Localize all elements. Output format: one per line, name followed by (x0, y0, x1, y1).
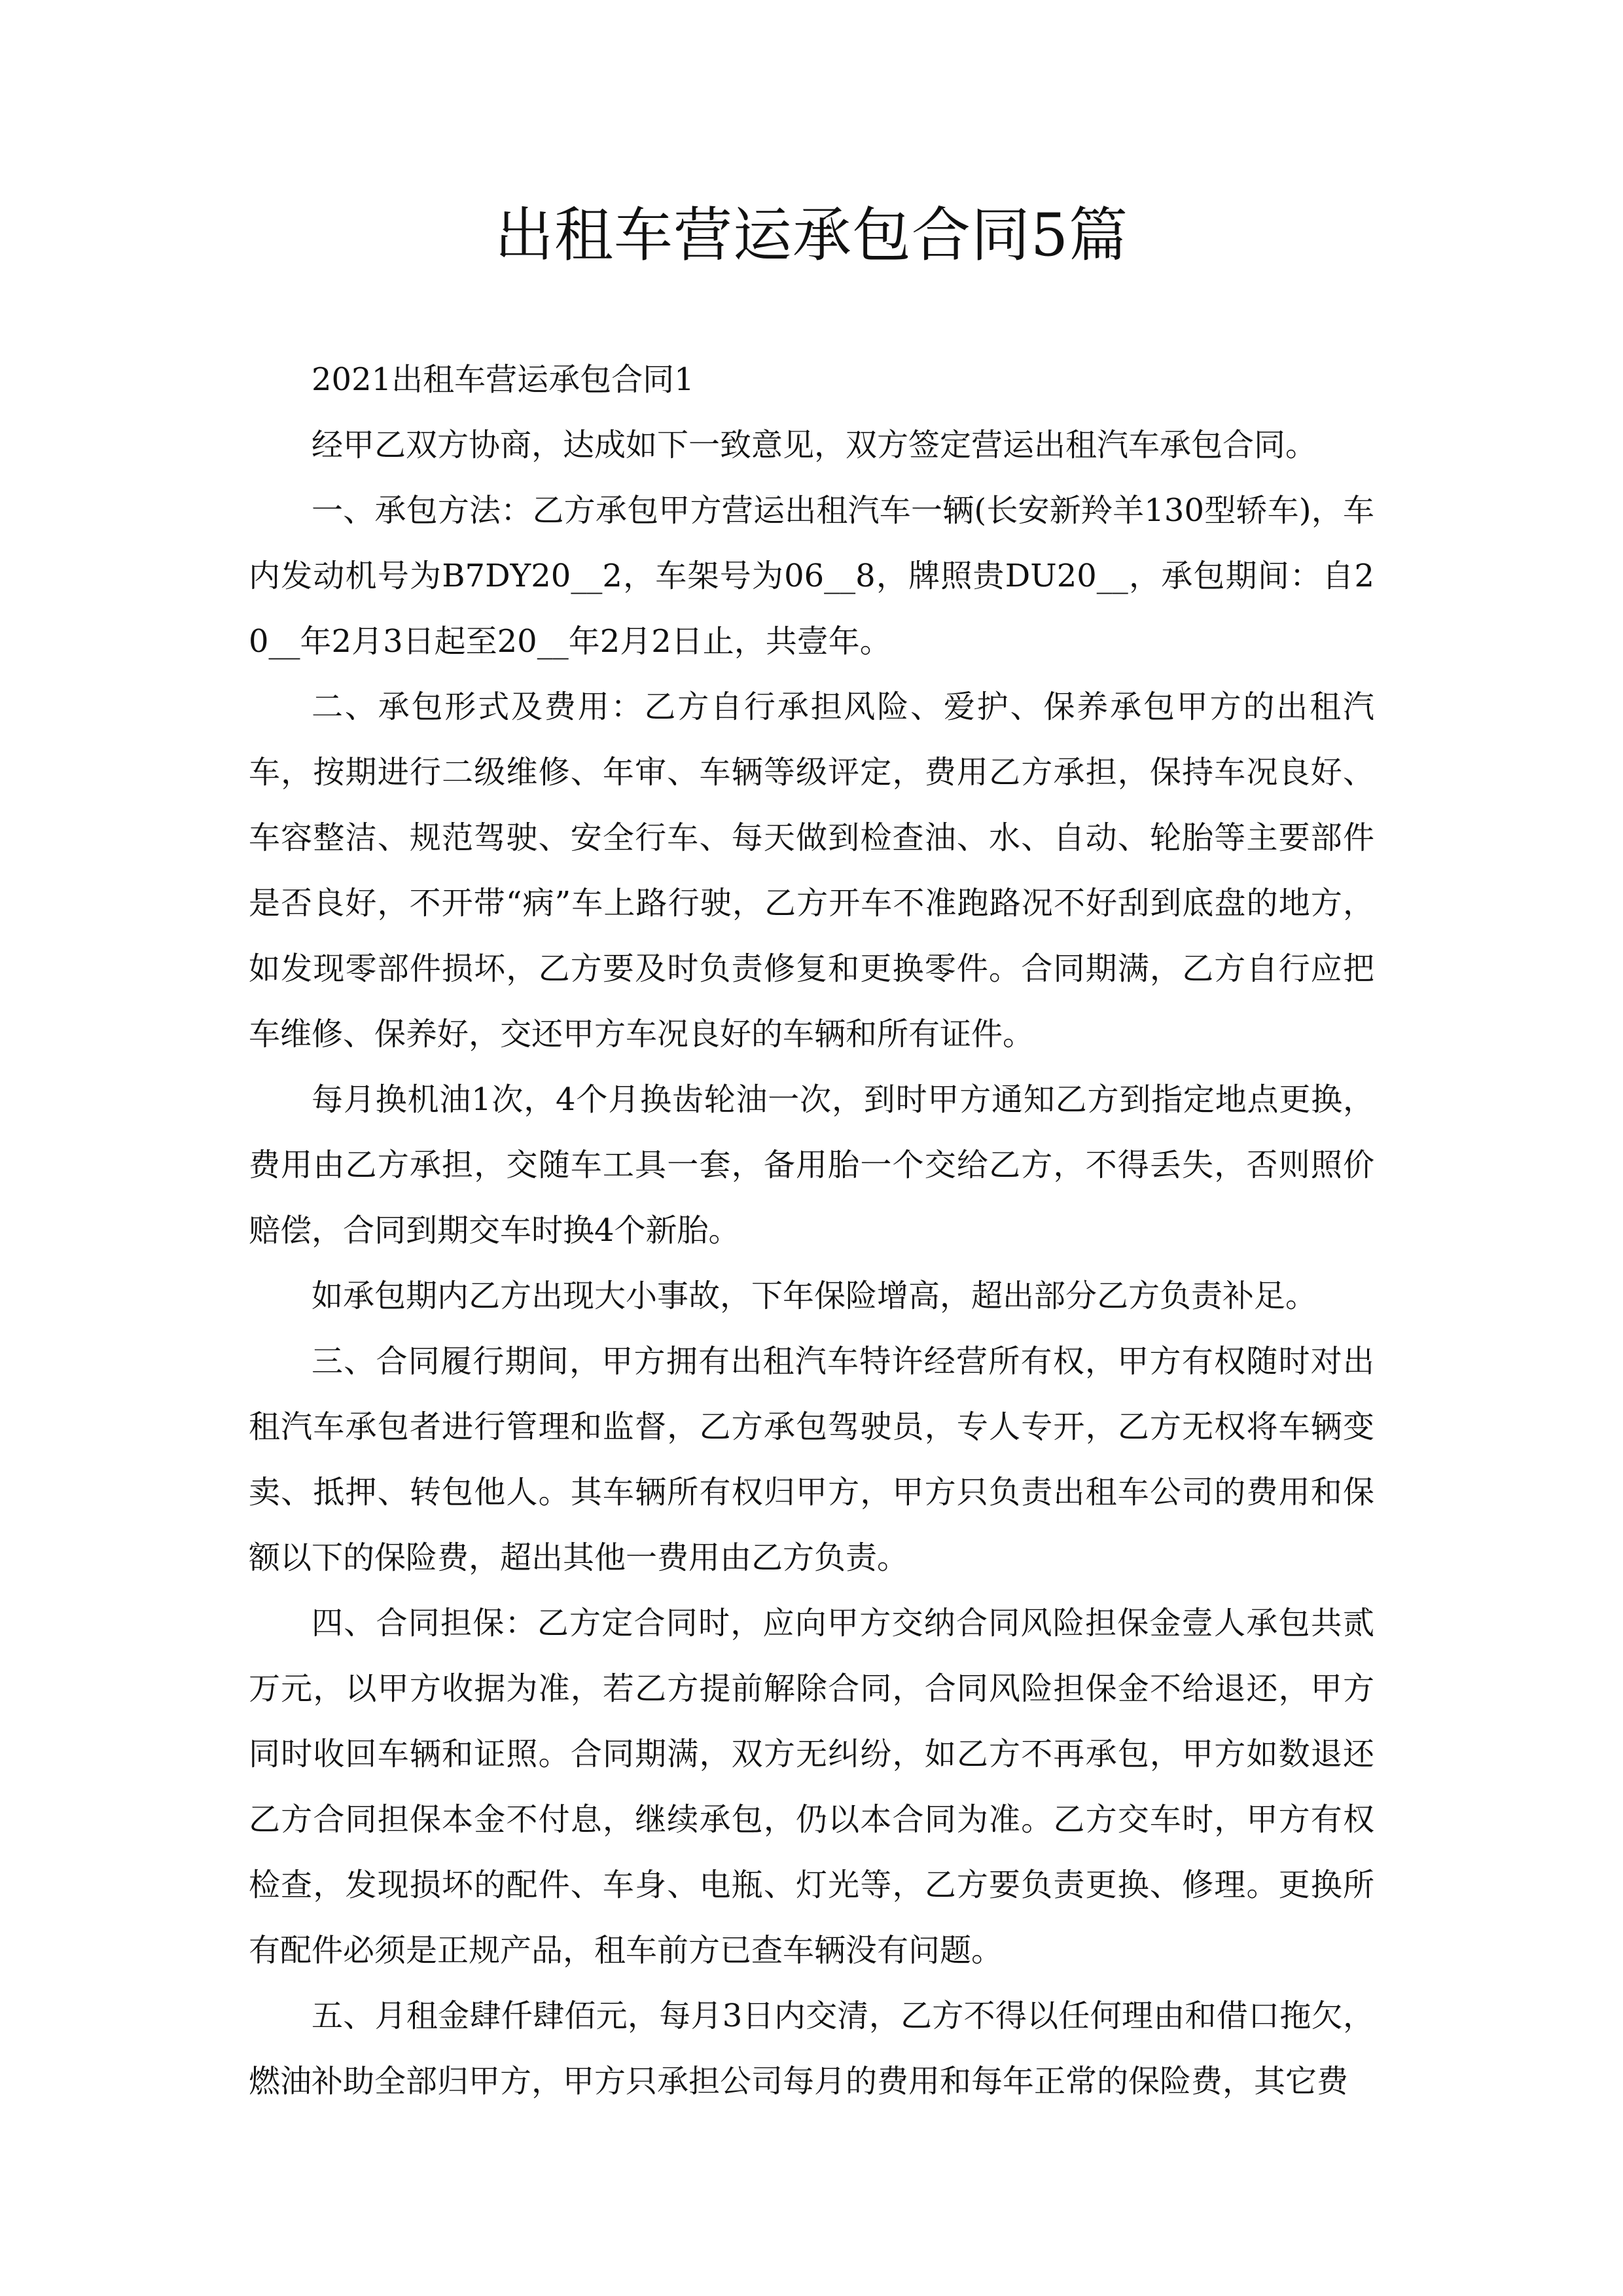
paragraph-accident: 如承包期内乙方出现大小事故，下年保险增高，超出部分乙方负责补足。 (312, 1278, 1317, 1314)
paragraph-maintenance: 每月换机油1次，4个月换齿轮油一次，到时甲方通知乙方到指定地点更换，费用由乙方承担，交随车工具一套，备用胎一个交给乙方，不得丢失，否则照价赔偿，合同到期交车时换4个新胎。 (249, 1081, 1374, 1249)
document-title: 出租车营运承包合同5篇 (494, 201, 1129, 270)
paragraph-clause-4: 四、合同担保：乙方定合同时，应向甲方交纳合同风险担保金壹人承包共贰万元，以甲方收据为准，若乙方提前解除合同，合同风险担保金不给退还，甲方同时收回车辆和证照。合同期满，双方无纠纷，如乙方不再承包，甲方如数退还乙方合同担保本金不付息，继续承包，仍以本合同为准。乙方交车时，甲方有权检查，发现损坏的配件、车身、电瓶、灯光等，乙方要负责更换、修理。更换所有配件必须是正规产品，租车前方已查车辆没有问题。 (249, 1605, 1374, 1969)
paragraph-clause-3: 三、合同履行期间，甲方拥有出租汽车特许经营所有权，甲方有权随时对出租汽车承包者进行管理和监督，乙方承包驾驶员，专人专开，乙方无权将车辆变卖、抵押、转包他人。其车辆所有权归甲方，甲方只负责出租车公司的费用和保额以下的保险费，超出其他一费用由乙方负责。 (249, 1343, 1374, 1576)
paragraph-clause-2: 二、承包形式及费用：乙方自行承担风险、爱护、保养承包甲方的出租汽车，按期进行二级维修、年审、车辆等级评定，费用乙方承担，保持车况良好、车容整洁、规范驾驶、安全行车、每天做到检查油、水、自动、轮胎等主要部件是否良好，不开带“病”车上路行驶，乙方开车不准跑路况不好刮到底盘的地方，如发现零部件损坏，乙方要及时负责修复和更换零件。合同期满，乙方自行应把车维修、保养好，交还甲方车况良好的车辆和所有证件。 (249, 689, 1374, 1052)
document-body (249, 347, 1374, 2114)
paragraph-subtitle: 2021出租车营运承包合同1 (312, 361, 694, 398)
paragraph-intro: 经甲乙双方协商，达成如下一致意见，双方签定营运出租汽车承包合同。 (312, 427, 1317, 463)
paragraph-clause-5: 五、月租金肆仟肆佰元，每月3日内交清，乙方不得以任何理由和借口拖欠，燃油补助全部归甲方，甲方只承担公司每月的费用和每年正常的保险费，其它费 (249, 1998, 1374, 2100)
paragraph-clause-1: 一、承包方法：乙方承包甲方营运出租汽车一辆(长安新羚羊130型轿车)，车内发动机号为B7DY20__2，车架号为06__8，牌照贵DU20__，承包期间：自20__年2月3日起至20__年2月2日止，共壹年。 (249, 492, 1374, 660)
